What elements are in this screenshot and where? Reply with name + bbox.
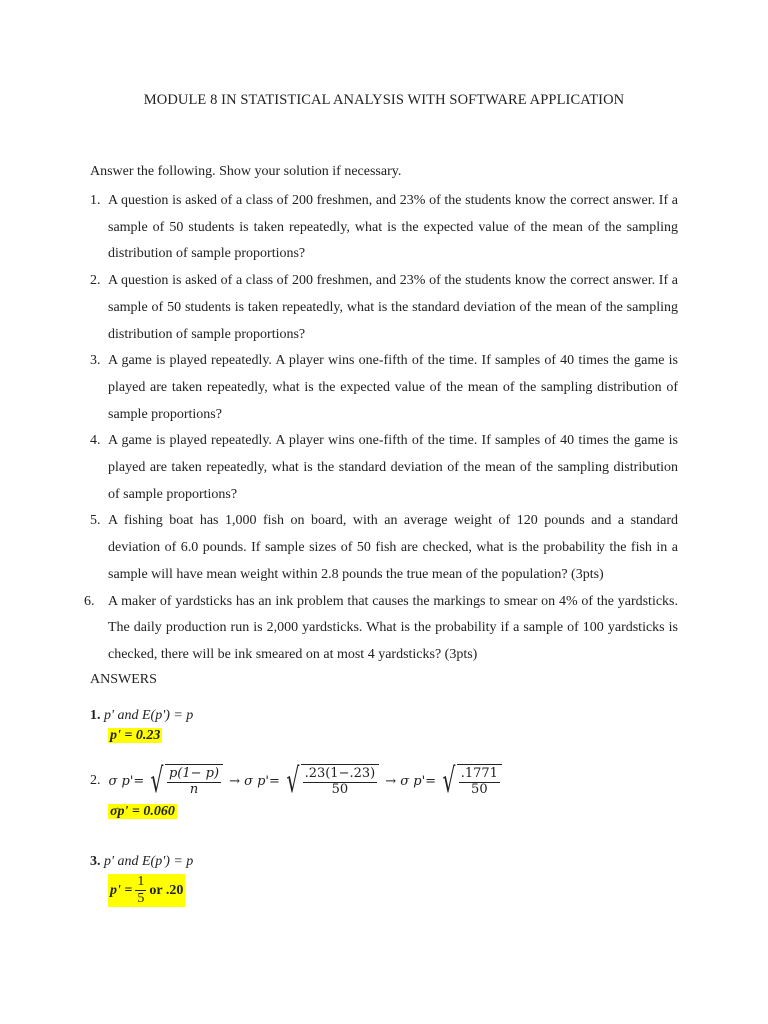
page-title: MODULE 8 IN STATISTICAL ANALYSIS WITH SOFTWARE APPLICATION: [143, 92, 625, 108]
sqrt-icon: √: [442, 761, 456, 801]
question-text: A game is played repeatedly. A player wins one-fifth of the time. If samples of 40 times the game is played are taken repeatedly, what is the expected value of the mean of the sampling distribution of sample proportions?: [108, 353, 678, 422]
answer-formula: p' and E(p') = p: [104, 854, 194, 869]
answer-1: [90, 708, 193, 744]
fraction-numerator: 1: [135, 874, 146, 891]
question-number: 3.: [90, 353, 101, 369]
question-number: 5.: [90, 513, 101, 529]
radical-2: [282, 761, 379, 801]
answer-result: σp' = 0.060: [110, 804, 175, 819]
answer-2: [90, 761, 502, 820]
answer-result: p' = 0.23: [110, 728, 161, 743]
answer-number: 3.: [90, 854, 101, 869]
sigma-label: σ p'=: [108, 773, 145, 789]
answer-formula: p' and E(p') = p: [104, 708, 194, 723]
instructions: Answer the following. Show your solution if necessary.: [90, 164, 402, 179]
question-item: [90, 348, 678, 428]
question-number: 6.: [84, 593, 95, 609]
question-item: [90, 428, 678, 508]
question-number: 2.: [90, 273, 101, 289]
result-right: or .20: [149, 882, 184, 898]
answer-result: [108, 874, 185, 907]
answer-3: [90, 854, 193, 907]
question-number: 1.: [90, 193, 101, 208]
question-number: 4.: [90, 433, 101, 449]
result-left: p' =: [110, 882, 133, 898]
question-text: A game is played repeatedly. A player wins one-fifth of the time. If samples of 40 times the game is played are taken repeatedly, what is the standard deviation of the mean of the sampling distribution of sample proportions?: [108, 433, 678, 502]
fraction-denominator: n: [189, 782, 199, 797]
question-text: A question is asked of a class of 200 freshmen, and 23% of the students know the correct answer. If a sample of 50 students is taken repeatedly, what is the standard deviation of the mean of the sampling distribution of sample proportions?: [108, 273, 678, 342]
arrow-sigma: → σ p'=: [229, 773, 280, 789]
fraction-numerator: p(1− p): [168, 766, 220, 782]
fraction-denominator: 50: [331, 782, 349, 797]
question-list: [84, 188, 678, 669]
fraction-numerator: .1771: [460, 766, 498, 782]
question-item: [90, 268, 678, 348]
answer-number: 1.: [90, 708, 101, 723]
question-item: [84, 589, 678, 669]
question-text: A question is asked of a class of 200 freshmen, and 23% of the students know the correct answer. If a sample of 50 students is taken repeatedly, what is the expected value of the mean of the sampling distribution of sample proportions?: [108, 193, 678, 262]
fraction-denominator: 5: [137, 891, 145, 907]
question-item: [90, 188, 678, 268]
sqrt-icon: √: [150, 761, 164, 801]
radical-3: [438, 761, 502, 801]
arrow-sigma: → σ p'=: [385, 773, 437, 789]
question-text: A fishing boat has 1,000 fish on board, with an average weight of 120 pounds and a standard deviation of 6.0 pounds. If sample sizes of 50 fish are checked, what is the probability the fish in a sample will have mean weight within 2.8 pounds the true mean of the population? (3pts): [108, 513, 678, 582]
question-text: A maker of yardsticks has an ink problem that causes the markings to smear on 4% of the yardsticks. The daily production run is 2,000 yardsticks. What is the probability if a sample of 100 yardsticks is checked, there will be ink smeared on at most 4 yardsticks? (3pts): [108, 593, 678, 662]
question-item: [90, 508, 678, 588]
sqrt-icon: √: [286, 761, 300, 801]
answers-heading: ANSWERS: [90, 672, 157, 687]
answer-number: 2.: [90, 773, 101, 788]
fraction-numerator: .23(1−.23): [304, 766, 376, 782]
radical-1: [146, 761, 223, 801]
fraction-denominator: 50: [471, 782, 488, 797]
